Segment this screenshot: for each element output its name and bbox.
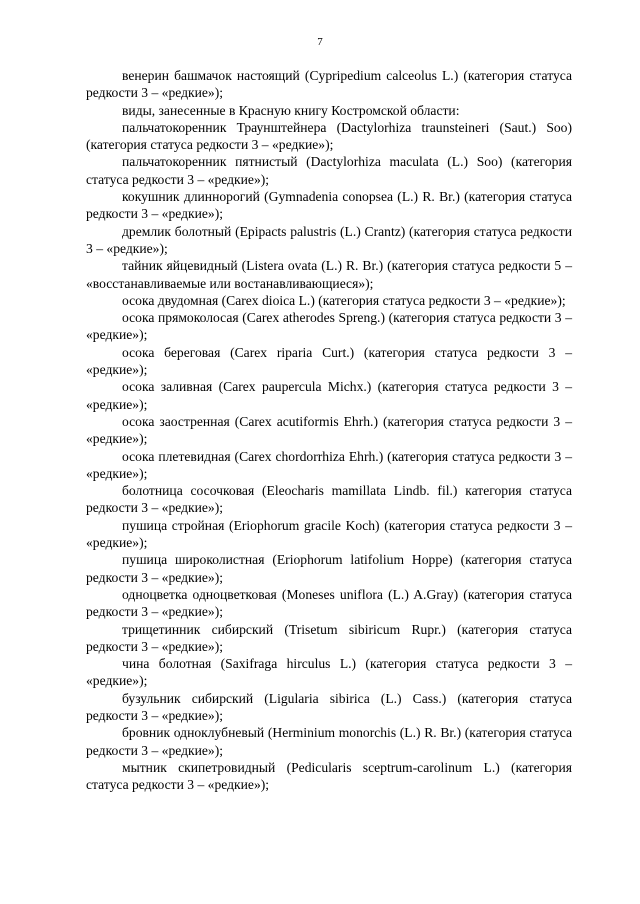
paragraph: болотница сосочковая (Eleocharis mamillata Lindb. fil.) категория статуса редкости 3 – «редкие»);: [86, 483, 572, 516]
paragraph: венерин башмачок настоящий (Cypripedium calceolus L.) (категория статуса редкости 3 – «редкие»);: [86, 68, 572, 101]
paragraph: пушица широколистная (Eriophorum latifolium Hoppe) (категория статуса редкости 3 – «редкие»);: [86, 552, 572, 585]
paragraph: тайник яйцевидный (Listera ovata (L.) R. Br.) (категория статуса редкости 5 – «восстанавливаемые или востанавливающиеся»);: [86, 258, 572, 291]
paragraph: осока заостренная (Carex acutiformis Ehrh.) (категория статуса редкости 3 – «редкие»);: [86, 413, 572, 447]
document-body: [86, 67, 572, 793]
paragraph: кокушник длиннорогий (Gymnadenia conopsea (L.) R. Br.) (категория статуса редкости 3 – «редкие»);: [86, 189, 572, 222]
paragraph: пальчатокоренник Траунштейнера (Dactylorhiza traunsteineri (Saut.) Soo) (категория статуса редкости 3 – «редкие»);: [86, 119, 572, 153]
paragraph: осока прямоколосая (Carex atherodes Spreng.) (категория статуса редкости 3 – «редкие»);: [86, 310, 572, 343]
paragraph: чина болотная (Saxifraga hirculus L.) (категория статуса редкости 3 – «редкие»);: [86, 656, 572, 689]
paragraph: дремлик болотный (Epipacts palustris (L.) Crantz) (категория статуса редкости 3 – «редкие»);: [86, 223, 572, 256]
paragraph: трищетинник сибирский (Trisetum sibiricum Rupr.) (категория статуса редкости 3 – «редкие»);: [86, 621, 572, 654]
paragraph: бровник одноклубневый (Herminium monorchis (L.) R. Br.) (категория статуса редкости 3 – «редкие»);: [86, 725, 572, 758]
paragraph: осока плетевидная (Carex chordorrhiza Ehrh.) (категория статуса редкости 3 – «редкие»);: [86, 448, 572, 481]
paragraph: мытник скипетровидный (Pedicularis sceptrum-carolinum L.) (категория статуса редкости 3 – «редкие»);: [86, 759, 572, 793]
paragraph: бузульник сибирский (Ligularia sibirica (L.) Cass.) (категория статуса редкости 3 – «редкие»);: [86, 690, 572, 723]
paragraph: виды, занесенные в Красную книгу Костромской области:: [122, 102, 460, 118]
page-number: 7: [317, 36, 323, 48]
paragraph: одноцветка одноцветковая (Moneses uniflora (L.) A.Gray) (категория статуса редкости 3 – «редкие»);: [86, 586, 572, 620]
paragraph: пальчатокоренник пятнистый (Dactylorhiza maculata (L.) Soo) (категория статуса редкости 3 – «редкие»);: [86, 154, 572, 187]
paragraph: пушица стройная (Eriophorum gracile Koch) (категория статуса редкости 3 – «редкие»);: [86, 517, 572, 551]
paragraph: осока двудомная (Carex dioica L.) (категория статуса редкости 3 – «редкие»);: [122, 292, 566, 308]
paragraph: осока береговая (Carex riparia Curt.) (категория статуса редкости 3 – «редкие»);: [86, 344, 572, 378]
paragraph: осока заливная (Carex paupercula Michx.) (категория статуса редкости 3 – «редкие»);: [86, 379, 572, 412]
